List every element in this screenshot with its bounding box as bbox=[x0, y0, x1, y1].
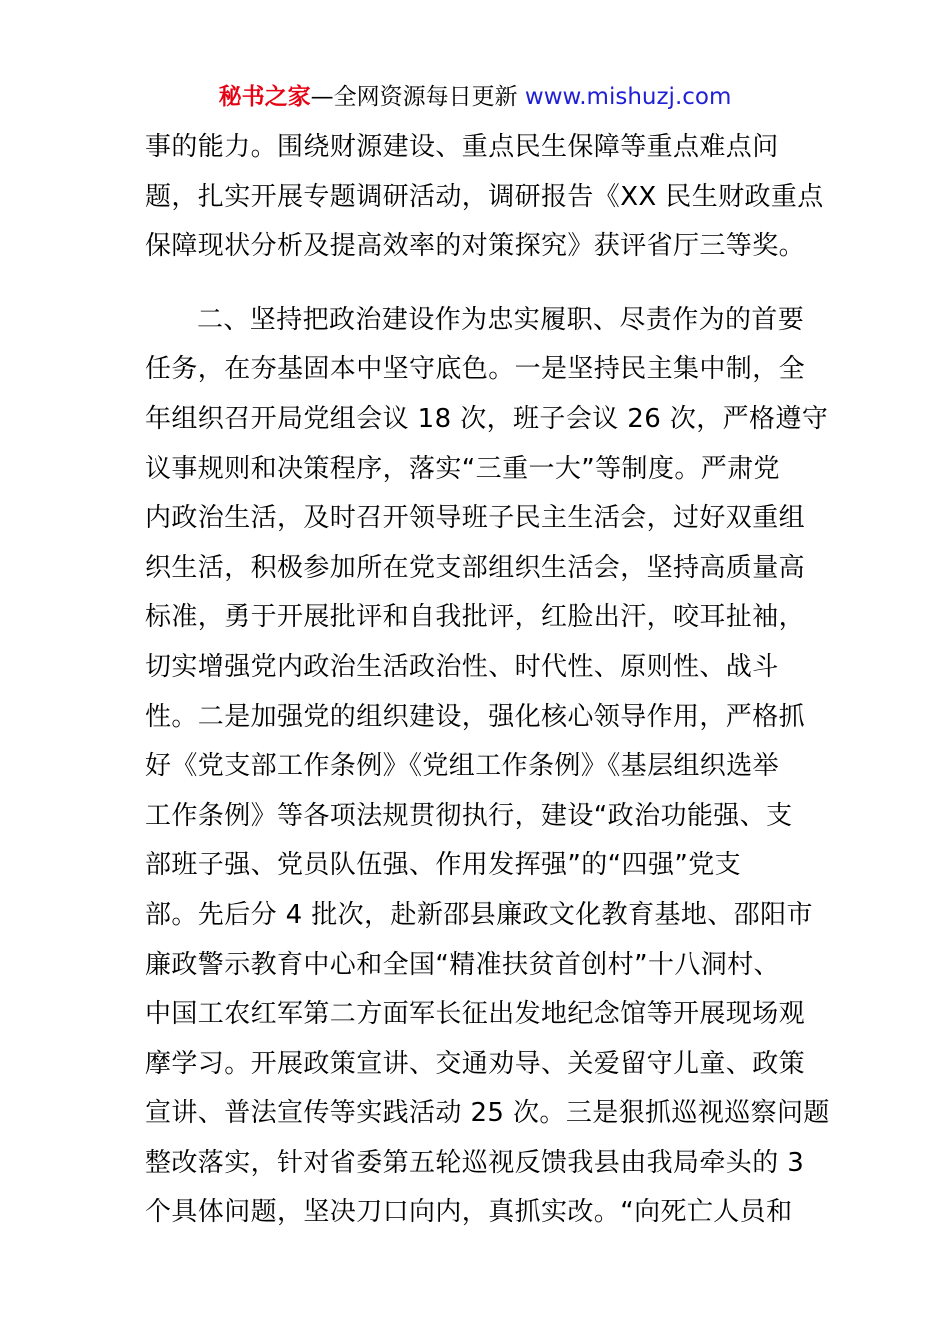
text-line: 议事规则和决策程序，落实“三重一大”等制度。严肃党 bbox=[145, 453, 780, 484]
text-line: 个具体问题，坚决刀口向内，真抓实改。“向死亡人员和 bbox=[145, 1197, 793, 1228]
text-line: 性。二是加强党的组织建设，强化核心领导作用，严格抓 bbox=[145, 701, 806, 732]
text-line: 织生活，积极参加所在党支部组织生活会，坚持高质量高 bbox=[145, 552, 806, 583]
site-brand: 秘书之家 bbox=[218, 84, 311, 110]
site-header bbox=[0, 80, 950, 114]
text-line: 工作条例》等各项法规贯彻执行，建设“政治功能强、支 bbox=[145, 800, 793, 831]
text-line: 题，扎实开展专题调研活动，调研报告《XX 民生财政重点 bbox=[145, 181, 824, 212]
text-line: 摩学习。开展政策宣讲、交通劝导、关爱留守儿童、政策 bbox=[145, 1048, 806, 1079]
text-line: 部班子强、党员队伍强、作用发挥强”的“四强”党支 bbox=[145, 850, 742, 881]
text-line: 年组织召开局党组会议 18 次，班子会议 26 次，严格遵守 bbox=[145, 403, 829, 434]
text-line: 中国工农红军第二方面军长征出发地纪念馆等开展现场观 bbox=[145, 999, 806, 1030]
text-line: 事的能力。围绕财源建设、重点民生保障等重点难点问 bbox=[145, 132, 779, 162]
text-line: 廉政警示教育中心和全国“精准扶贫首创村”十八洞村、 bbox=[145, 949, 780, 980]
text-line: 内政治生活，及时召开领导班子民主生活会，过好双重组 bbox=[145, 503, 806, 534]
site-url-link[interactable]: www.mishuzj.com bbox=[524, 84, 732, 110]
text-line: 切实增强党内政治生活政治性、时代性、原则性、战斗 bbox=[145, 651, 779, 682]
text-line: 二、坚持把政治建设作为忠实履职、尽责作为的首要 bbox=[197, 304, 805, 335]
paragraph-1 bbox=[145, 123, 825, 272]
text-line: 部。先后分 4 批次，赴新邵县廉政文化教育基地、邵阳市 bbox=[145, 899, 813, 930]
document-body bbox=[145, 123, 830, 1238]
text-line: 保障现状分析及提高效率的对策探究》获评省厅三等奖。 bbox=[145, 231, 806, 262]
text-line: 宣讲、普法宣传等实践活动 25 次。三是狠抓巡视巡察问题 bbox=[145, 1098, 830, 1129]
text-line: 整改落实，针对省委第五轮巡视反馈我县由我局牵头的 3 bbox=[145, 1147, 805, 1178]
paragraph-2 bbox=[145, 296, 830, 1238]
site-tagline: —全网资源每日更新 bbox=[310, 84, 525, 110]
text-line: 任务，在夯基固本中坚守底色。一是坚持民主集中制，全 bbox=[145, 354, 806, 385]
paragraph-spacer bbox=[145, 272, 825, 296]
text-line: 好《党支部工作条例》《党组工作条例》《基层组织选举 bbox=[145, 751, 780, 782]
text-line: 标准，勇于开展批评和自我批评，红脸出汗，咬耳扯袖， bbox=[145, 602, 806, 633]
